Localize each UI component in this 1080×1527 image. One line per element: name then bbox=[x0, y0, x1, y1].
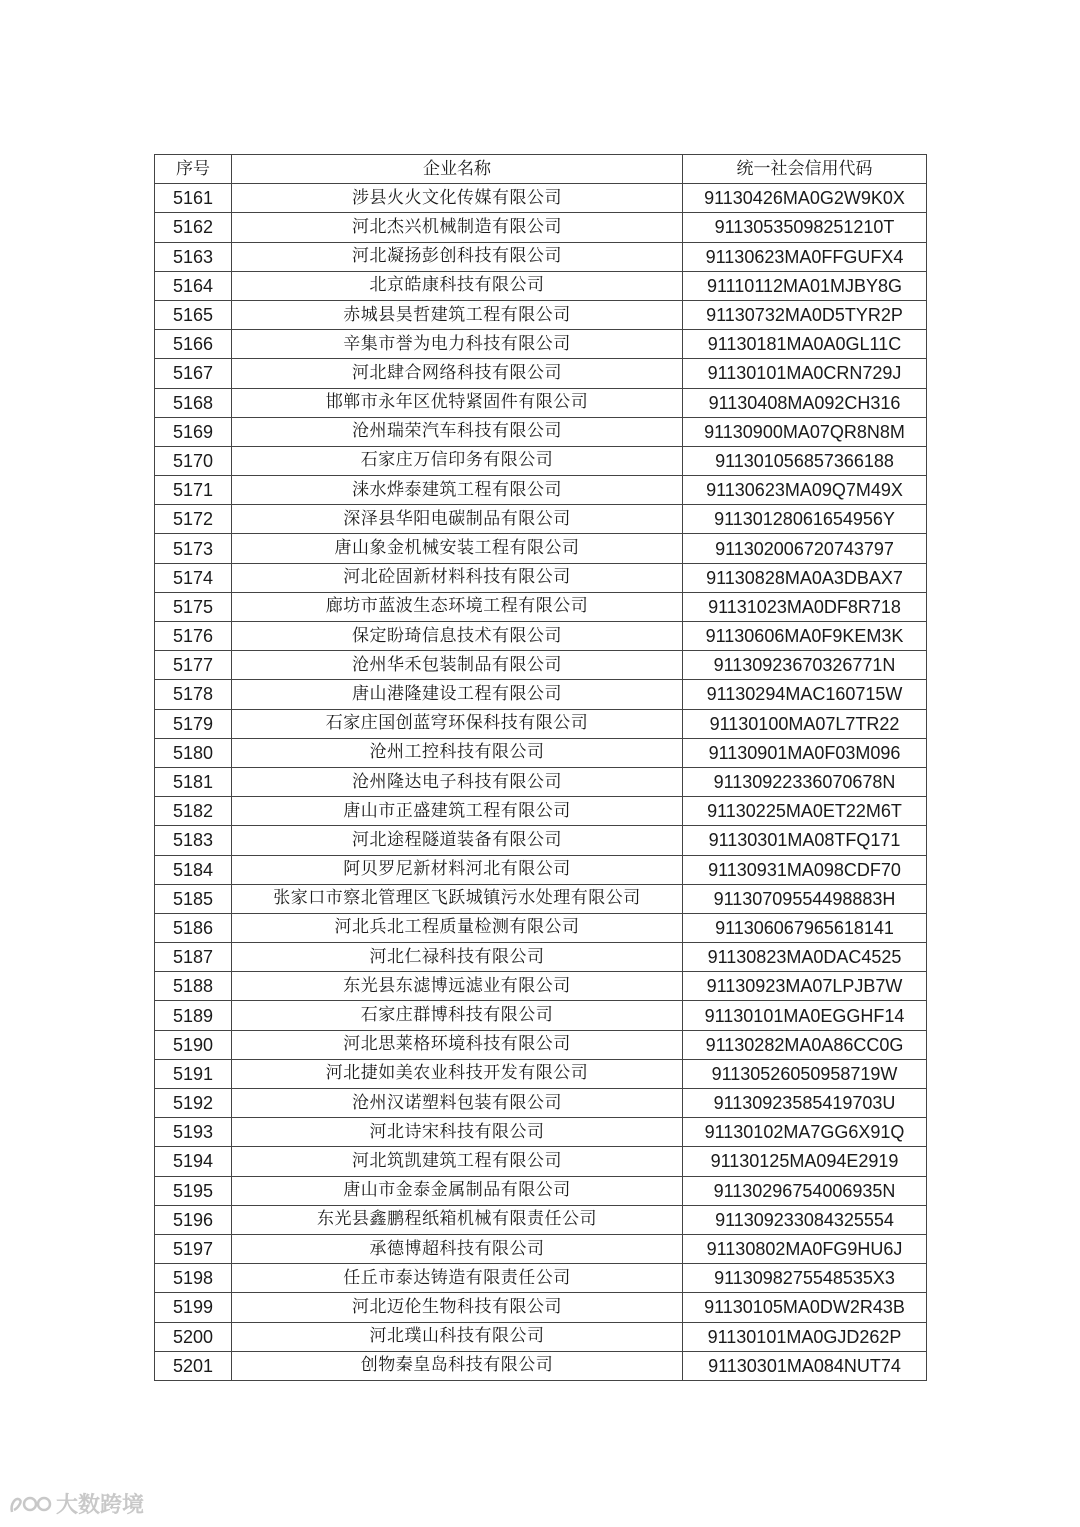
row-credit-code: 91110112MA01MJBY8G bbox=[683, 271, 927, 300]
row-credit-code: 91130732MA0D5TYR2P bbox=[683, 300, 927, 329]
row-company-name: 东光县鑫鹏程纸箱机械有限责任公司 bbox=[232, 1205, 683, 1234]
table-row bbox=[155, 271, 927, 300]
row-company-name: 东光县东滤博远滤业有限公司 bbox=[232, 972, 683, 1001]
table-row bbox=[155, 359, 927, 388]
row-credit-code: 911302006720743797 bbox=[683, 534, 927, 563]
row-seq: 5167 bbox=[155, 359, 232, 388]
row-credit-code: 91130105MA0DW2R43B bbox=[683, 1293, 927, 1322]
table-row bbox=[155, 680, 927, 709]
row-credit-code: 91130125MA094E2919 bbox=[683, 1147, 927, 1176]
row-company-name: 沧州华禾包装制品有限公司 bbox=[232, 651, 683, 680]
table-row bbox=[155, 972, 927, 1001]
row-credit-code: 91130900MA07QR8N8M bbox=[683, 417, 927, 446]
table-row bbox=[155, 1089, 927, 1118]
row-company-name: 涉县火火文化传媒有限公司 bbox=[232, 184, 683, 213]
table-row bbox=[155, 213, 927, 242]
row-credit-code: 91130923670326771N bbox=[683, 651, 927, 680]
row-seq: 5172 bbox=[155, 505, 232, 534]
row-company-name: 承德博超科技有限公司 bbox=[232, 1234, 683, 1263]
row-seq: 5193 bbox=[155, 1118, 232, 1147]
row-company-name: 辛集市誉为电力科技有限公司 bbox=[232, 330, 683, 359]
row-seq: 5187 bbox=[155, 943, 232, 972]
row-seq: 5169 bbox=[155, 417, 232, 446]
row-credit-code: 91130101MA0EGGHF14 bbox=[683, 1001, 927, 1030]
row-seq: 5174 bbox=[155, 563, 232, 592]
table-row bbox=[155, 1147, 927, 1176]
table-row bbox=[155, 1264, 927, 1293]
table-row bbox=[155, 1059, 927, 1088]
row-company-name: 深泽县华阳电碳制品有限公司 bbox=[232, 505, 683, 534]
table-row bbox=[155, 446, 927, 475]
row-company-name: 赤城县昊哲建筑工程有限公司 bbox=[232, 300, 683, 329]
row-company-name: 河北捷如美农业科技开发有限公司 bbox=[232, 1059, 683, 1088]
row-credit-code: 9113098275548535X3 bbox=[683, 1264, 927, 1293]
row-credit-code: 91130923585419703U bbox=[683, 1089, 927, 1118]
row-seq: 5161 bbox=[155, 184, 232, 213]
table-row bbox=[155, 184, 927, 213]
table-row bbox=[155, 476, 927, 505]
row-company-name: 河北璞山科技有限公司 bbox=[232, 1322, 683, 1351]
row-company-name: 河北筑凯建筑工程有限公司 bbox=[232, 1147, 683, 1176]
header-credit-code: 统一社会信用代码 bbox=[683, 155, 927, 184]
table-row bbox=[155, 1351, 927, 1380]
row-company-name: 涞水烨泰建筑工程有限公司 bbox=[232, 476, 683, 505]
row-credit-code: 91130301MA08TFQ171 bbox=[683, 826, 927, 855]
row-credit-code: 91130535098251210T bbox=[683, 213, 927, 242]
row-credit-code: 91130828MA0A3DBAX7 bbox=[683, 563, 927, 592]
row-company-name: 北京皓康科技有限公司 bbox=[232, 271, 683, 300]
row-seq: 5181 bbox=[155, 767, 232, 796]
row-seq: 5168 bbox=[155, 388, 232, 417]
row-company-name: 河北仁禄科技有限公司 bbox=[232, 943, 683, 972]
row-company-name: 沧州汉诺塑料包装有限公司 bbox=[232, 1089, 683, 1118]
row-credit-code: 91130901MA0F03M096 bbox=[683, 738, 927, 767]
table-row bbox=[155, 855, 927, 884]
row-seq: 5198 bbox=[155, 1264, 232, 1293]
row-seq: 5180 bbox=[155, 738, 232, 767]
row-company-name: 河北途程隧道装备有限公司 bbox=[232, 826, 683, 855]
table-row bbox=[155, 738, 927, 767]
row-company-name: 河北兵北工程质量检测有限公司 bbox=[232, 913, 683, 942]
table-row bbox=[155, 1205, 927, 1234]
table-row bbox=[155, 1118, 927, 1147]
row-company-name: 河北凝扬彭创科技有限公司 bbox=[232, 242, 683, 271]
row-credit-code: 91130102MA7GG6X91Q bbox=[683, 1118, 927, 1147]
row-company-name: 唐山市金泰金属制品有限公司 bbox=[232, 1176, 683, 1205]
table-header-row bbox=[155, 155, 927, 184]
table-row bbox=[155, 592, 927, 621]
table-row bbox=[155, 651, 927, 680]
row-seq: 5173 bbox=[155, 534, 232, 563]
row-credit-code: 91130294MAC160715W bbox=[683, 680, 927, 709]
row-company-name: 河北诗宋科技有限公司 bbox=[232, 1118, 683, 1147]
row-company-name: 石家庄群博科技有限公司 bbox=[232, 1001, 683, 1030]
watermark-text: 大数跨境 bbox=[56, 1493, 145, 1518]
row-seq: 5188 bbox=[155, 972, 232, 1001]
row-credit-code: 91130100MA07L7TR22 bbox=[683, 709, 927, 738]
company-table bbox=[154, 154, 927, 1381]
row-company-name: 河北杰兴机械制造有限公司 bbox=[232, 213, 683, 242]
row-seq: 5175 bbox=[155, 592, 232, 621]
row-seq: 5164 bbox=[155, 271, 232, 300]
row-seq: 5199 bbox=[155, 1293, 232, 1322]
row-company-name: 河北思莱格环境科技有限公司 bbox=[232, 1030, 683, 1059]
table-row bbox=[155, 300, 927, 329]
row-seq: 5176 bbox=[155, 622, 232, 651]
row-credit-code: 91130181MA0A0GL11C bbox=[683, 330, 927, 359]
table-row bbox=[155, 767, 927, 796]
row-seq: 5163 bbox=[155, 242, 232, 271]
row-company-name: 唐山港隆建设工程有限公司 bbox=[232, 680, 683, 709]
row-seq: 5197 bbox=[155, 1234, 232, 1263]
row-credit-code: 91130922336070678N bbox=[683, 767, 927, 796]
row-company-name: 沧州工控科技有限公司 bbox=[232, 738, 683, 767]
row-credit-code: 91130225MA0ET22M6T bbox=[683, 797, 927, 826]
row-seq: 5184 bbox=[155, 855, 232, 884]
table-row bbox=[155, 622, 927, 651]
row-credit-code: 91131023MA0DF8R718 bbox=[683, 592, 927, 621]
row-credit-code: 91130526050958719W bbox=[683, 1059, 927, 1088]
row-seq: 5194 bbox=[155, 1147, 232, 1176]
table-row bbox=[155, 1030, 927, 1059]
row-seq: 5192 bbox=[155, 1089, 232, 1118]
row-seq: 5171 bbox=[155, 476, 232, 505]
row-seq: 5170 bbox=[155, 446, 232, 475]
table-row bbox=[155, 330, 927, 359]
row-company-name: 任丘市泰达铸造有限责任公司 bbox=[232, 1264, 683, 1293]
row-credit-code: 91130101MA0GJD262P bbox=[683, 1322, 927, 1351]
row-credit-code: 91130931MA098CDF70 bbox=[683, 855, 927, 884]
row-seq: 5191 bbox=[155, 1059, 232, 1088]
row-company-name: 创物秦皇岛科技有限公司 bbox=[232, 1351, 683, 1380]
row-company-name: 沧州隆达电子科技有限公司 bbox=[232, 767, 683, 796]
row-company-name: 河北迈伦生物科技有限公司 bbox=[232, 1293, 683, 1322]
row-company-name: 石家庄万信印务有限公司 bbox=[232, 446, 683, 475]
table-row bbox=[155, 417, 927, 446]
logo-icon bbox=[8, 1492, 52, 1516]
row-credit-code: 91130923MA07LPJB7W bbox=[683, 972, 927, 1001]
row-credit-code: 91130282MA0A86CC0G bbox=[683, 1030, 927, 1059]
row-seq: 5189 bbox=[155, 1001, 232, 1030]
table-row bbox=[155, 913, 927, 942]
header-company-name: 企业名称 bbox=[232, 155, 683, 184]
watermark bbox=[8, 1488, 144, 1519]
row-seq: 5179 bbox=[155, 709, 232, 738]
row-credit-code: 91130128061654956Y bbox=[683, 505, 927, 534]
row-seq: 5177 bbox=[155, 651, 232, 680]
table-row bbox=[155, 388, 927, 417]
row-seq: 5165 bbox=[155, 300, 232, 329]
row-company-name: 保定盼琦信息技术有限公司 bbox=[232, 622, 683, 651]
row-company-name: 沧州瑞荣汽车科技有限公司 bbox=[232, 417, 683, 446]
row-credit-code: 91130623MA09Q7M49X bbox=[683, 476, 927, 505]
row-credit-code: 91130623MA0FFGUFX4 bbox=[683, 242, 927, 271]
company-table-container bbox=[154, 154, 926, 1381]
row-credit-code: 911301056857366188 bbox=[683, 446, 927, 475]
row-seq: 5185 bbox=[155, 884, 232, 913]
table-row bbox=[155, 797, 927, 826]
row-credit-code: 911309233084325554 bbox=[683, 1205, 927, 1234]
row-seq: 5200 bbox=[155, 1322, 232, 1351]
table-row bbox=[155, 563, 927, 592]
row-seq: 5183 bbox=[155, 826, 232, 855]
table-row bbox=[155, 1234, 927, 1263]
row-seq: 5196 bbox=[155, 1205, 232, 1234]
table-row bbox=[155, 826, 927, 855]
table-row bbox=[155, 534, 927, 563]
table-row bbox=[155, 1293, 927, 1322]
table-row bbox=[155, 1001, 927, 1030]
row-seq: 5201 bbox=[155, 1351, 232, 1380]
row-company-name: 河北砼固新材料科技有限公司 bbox=[232, 563, 683, 592]
row-credit-code: 91130301MA084NUT74 bbox=[683, 1351, 927, 1380]
row-seq: 5166 bbox=[155, 330, 232, 359]
row-seq: 5195 bbox=[155, 1176, 232, 1205]
row-seq: 5186 bbox=[155, 913, 232, 942]
row-seq: 5190 bbox=[155, 1030, 232, 1059]
table-row bbox=[155, 943, 927, 972]
row-credit-code: 91130101MA0CRN729J bbox=[683, 359, 927, 388]
row-company-name: 石家庄国创蓝穹环保科技有限公司 bbox=[232, 709, 683, 738]
row-seq: 5182 bbox=[155, 797, 232, 826]
row-company-name: 河北肆合网络科技有限公司 bbox=[232, 359, 683, 388]
table-row bbox=[155, 709, 927, 738]
row-credit-code: 91130709554498883H bbox=[683, 884, 927, 913]
row-credit-code: 91130823MA0DAC4525 bbox=[683, 943, 927, 972]
row-credit-code: 91130802MA0FG9HU6J bbox=[683, 1234, 927, 1263]
row-credit-code: 91130426MA0G2W9K0X bbox=[683, 184, 927, 213]
row-seq: 5178 bbox=[155, 680, 232, 709]
row-company-name: 廊坊市蓝波生态环境工程有限公司 bbox=[232, 592, 683, 621]
row-credit-code: 91130408MA092CH316 bbox=[683, 388, 927, 417]
table-row bbox=[155, 884, 927, 913]
table-row bbox=[155, 505, 927, 534]
row-credit-code: 91130606MA0F9KEM3K bbox=[683, 622, 927, 651]
row-company-name: 邯郸市永年区优特紧固件有限公司 bbox=[232, 388, 683, 417]
row-company-name: 唐山象金机械安装工程有限公司 bbox=[232, 534, 683, 563]
row-credit-code: 911306067965618141 bbox=[683, 913, 927, 942]
table-row bbox=[155, 1176, 927, 1205]
row-company-name: 唐山市正盛建筑工程有限公司 bbox=[232, 797, 683, 826]
row-company-name: 张家口市察北管理区飞跃城镇污水处理有限公司 bbox=[232, 884, 683, 913]
header-seq: 序号 bbox=[155, 155, 232, 184]
row-seq: 5162 bbox=[155, 213, 232, 242]
row-credit-code: 91130296754006935N bbox=[683, 1176, 927, 1205]
table-body bbox=[155, 184, 927, 1381]
table-row bbox=[155, 242, 927, 271]
table-row bbox=[155, 1322, 927, 1351]
row-company-name: 阿贝罗尼新材料河北有限公司 bbox=[232, 855, 683, 884]
